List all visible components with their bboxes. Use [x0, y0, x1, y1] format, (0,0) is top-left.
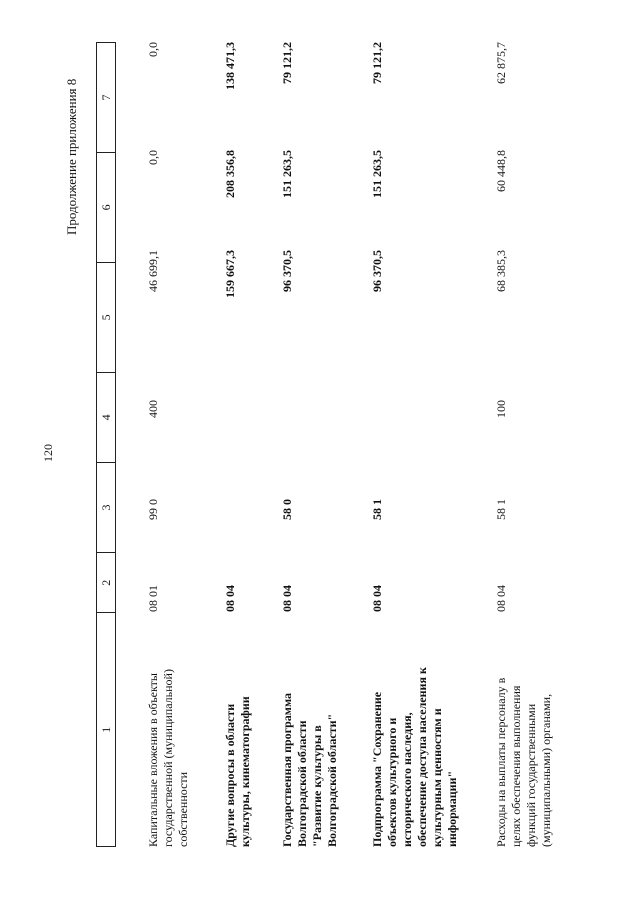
row-2-amount-6: 208 356,8 [223, 150, 237, 198]
row-4-section: 08 04 [370, 585, 384, 612]
row-5-amount-5: 68 385,3 [494, 250, 508, 292]
row-1-section: 08 01 [146, 585, 160, 612]
header-cell-6: 6 [97, 152, 116, 262]
row-1-amount-6: 0,0 [146, 150, 160, 165]
row-3-amount-5: 96 370,5 [280, 250, 294, 292]
header-cell-2: 2 [97, 552, 116, 612]
row-3-amount-7: 79 121,2 [280, 42, 294, 84]
row-4-amount-6: 151 263,5 [370, 150, 384, 198]
row-4-amount-7: 79 121,2 [370, 42, 384, 84]
row-2-amount-7: 138 471,3 [223, 42, 237, 90]
row-2-name: Другие вопросы в области культуры, кинематографии [223, 696, 252, 847]
row-3-section: 08 04 [280, 585, 294, 612]
header-cell-7: 7 [97, 43, 116, 153]
row-5-program: 58 1 [494, 499, 508, 520]
row-1-amount-5: 46 699,1 [146, 250, 160, 292]
row-4-name: Подпрограмма "Сохранение объектов культурного и исторического наследия, обеспечение доступа населения к культурным ценностям и информации" [370, 667, 459, 847]
header-cell-1: 1 [97, 613, 116, 847]
row-5-amount-6: 60 448,8 [494, 150, 508, 192]
row-5-name: Расходы на выплаты персоналу в целях обеспечения выполнения функций государственными (муниципальными) органами, [494, 677, 553, 847]
header-cell-3: 3 [97, 462, 116, 552]
row-2-amount-5: 159 667,3 [223, 250, 237, 298]
row-5-amount-7: 62 875,7 [494, 42, 508, 84]
row-5-section: 08 04 [494, 585, 508, 612]
row-3-name: Государственная программа Волгоградской области "Развитие культуры в Волгоградской области" [280, 692, 339, 847]
row-3-amount-6: 151 263,5 [280, 150, 294, 198]
header-cell-4: 4 [97, 372, 116, 462]
row-3-program: 58 0 [280, 499, 294, 520]
row-4-program: 58 1 [370, 499, 384, 520]
page-number: 120 [41, 444, 55, 462]
row-1-program: 99 0 [146, 499, 160, 520]
continuation-title: Продолжение приложения 8 [64, 78, 79, 235]
row-1-amount-7: 0,0 [146, 42, 160, 57]
row-2-section: 08 04 [223, 585, 237, 612]
row-5-expense-type: 100 [494, 400, 508, 418]
column-header-table [96, 42, 116, 847]
row-4-amount-5: 96 370,5 [370, 250, 384, 292]
header-cell-5: 5 [97, 262, 116, 372]
row-1-name: Капитальные вложения в объекты государственной (муниципальной) собственности [146, 669, 190, 847]
row-1-expense-type: 400 [146, 400, 160, 418]
